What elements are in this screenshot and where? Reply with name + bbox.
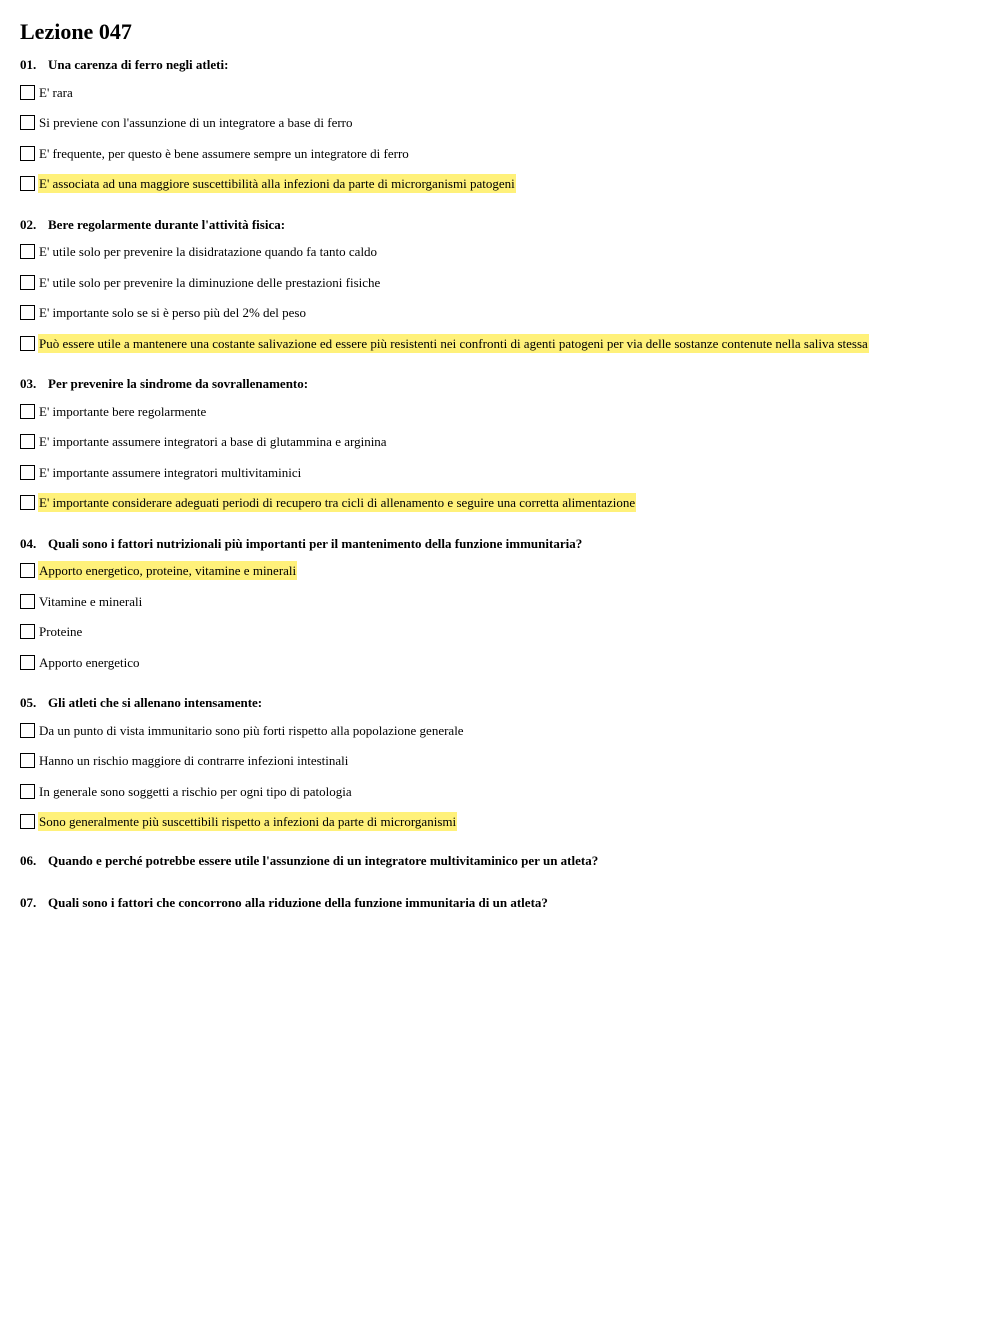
question-02 [20, 216, 980, 354]
answer-option[interactable] [20, 720, 980, 740]
question-label: Bere regolarmente durante l'attività fisica: [48, 216, 286, 232]
option-text: E' importante solo se si è perso più del 2% del peso [39, 305, 306, 320]
option-text: Proteine [39, 624, 83, 639]
question-text [20, 56, 980, 74]
answer-option[interactable] [20, 432, 980, 452]
answer-option[interactable] [20, 751, 980, 771]
option-text: E' importante assumere integratori a base di glutammina e arginina [39, 434, 387, 449]
question-label: Quali sono i fattori che concorrono alla riduzione della funzione immunitaria di un atleta? [48, 894, 548, 910]
question-07 [20, 894, 980, 912]
checkbox-icon[interactable] [20, 275, 35, 290]
question-label: Gli atleti che si allenano intensamente: [48, 695, 263, 710]
question-label: Una carenza di ferro negli atleti: [48, 57, 229, 72]
checkbox-icon[interactable] [20, 115, 35, 130]
option-text: In generale sono soggetti a rischio per ogni tipo di patologia [39, 783, 352, 799]
option-text-highlighted: Sono generalmente più suscettibili rispetto a infezioni da parte di microrganismi [39, 814, 457, 829]
checkbox-icon[interactable] [20, 624, 35, 639]
option-text-highlighted: Apporto energetico, proteine, vitamine e minerali [39, 563, 297, 578]
question-label: Quando e perché potrebbe essere utile l'assunzione di un integratore multivitaminico per un atleta? [48, 852, 599, 868]
question-number: 06. [20, 852, 37, 868]
checkbox-icon[interactable] [20, 146, 35, 161]
answer-option[interactable] [20, 401, 980, 421]
answer-option[interactable] [20, 652, 980, 672]
checkbox-icon[interactable] [20, 753, 35, 768]
question-label: Quali sono i fattori nutrizionali più importanti per il mantenimento della funzione immunitaria? [48, 535, 583, 551]
question-number: 07. [20, 894, 37, 910]
option-text: Apporto energetico [39, 654, 140, 670]
option-text: E' importante bere regolarmente [39, 403, 207, 419]
answer-option[interactable] [20, 333, 980, 353]
answer-option[interactable] [20, 272, 980, 292]
answer-option[interactable] [20, 462, 980, 482]
answer-option[interactable] [20, 591, 980, 611]
question-03 [20, 375, 980, 513]
checkbox-icon[interactable] [20, 176, 35, 191]
checkbox-icon[interactable] [20, 336, 35, 351]
answer-option[interactable] [20, 242, 980, 262]
question-text [20, 535, 980, 553]
question-number: 05. [20, 695, 37, 710]
checkbox-icon[interactable] [20, 495, 35, 510]
question-label: Per prevenire la sindrome da sovrallenamento: [48, 376, 309, 391]
question-04 [20, 535, 980, 673]
answer-option[interactable] [20, 174, 980, 194]
question-06 [20, 852, 980, 870]
question-05 [20, 694, 980, 832]
checkbox-icon[interactable] [20, 814, 35, 829]
lesson-title: Lezione 047 [20, 19, 132, 44]
answer-option[interactable] [20, 143, 980, 163]
checkbox-icon[interactable] [20, 434, 35, 449]
checkbox-icon[interactable] [20, 244, 35, 259]
question-number: 04. [20, 535, 37, 551]
option-text: E' utile solo per prevenire la disidratazione quando fa tanto caldo [39, 244, 378, 259]
checkbox-icon[interactable] [20, 655, 35, 670]
checkbox-icon[interactable] [20, 404, 35, 419]
option-text: E' utile solo per prevenire la diminuzione delle prestazioni fisiche [39, 274, 381, 290]
question-number: 03. [20, 376, 37, 391]
checkbox-icon[interactable] [20, 594, 35, 609]
question-text [20, 216, 980, 234]
checkbox-icon[interactable] [20, 85, 35, 100]
option-text-highlighted: Può essere utile a mantenere una costante salivazione ed essere più resistenti nei confronti di agenti patogeni per via delle sostanze contenute nella saliva stessa [39, 335, 868, 351]
question-01 [20, 56, 980, 194]
option-text: Si previene con l'assunzione di un integratore a base di ferro [39, 115, 353, 130]
checkbox-icon[interactable] [20, 563, 35, 578]
option-text: Hanno un rischio maggiore di contrarre infezioni intestinali [39, 753, 349, 768]
option-text: E' rara [39, 84, 73, 100]
answer-option[interactable] [20, 493, 980, 513]
question-number: 01. [20, 57, 37, 72]
answer-option[interactable] [20, 113, 980, 133]
option-text: E' frequente, per questo è bene assumere sempre un integratore di ferro [39, 145, 409, 161]
question-text [20, 694, 980, 712]
option-text: E' importante assumere integratori multivitaminici [39, 464, 302, 480]
option-text-highlighted: E' importante considerare adeguati periodi di recupero tra cicli di allenamento e seguire una corretta alimentazione [39, 495, 636, 510]
option-text: Vitamine e minerali [39, 593, 143, 609]
checkbox-icon[interactable] [20, 723, 35, 738]
answer-option[interactable] [20, 781, 980, 801]
checkbox-icon[interactable] [20, 784, 35, 799]
checkbox-icon[interactable] [20, 305, 35, 320]
question-number: 02. [20, 216, 37, 232]
checkbox-icon[interactable] [20, 465, 35, 480]
option-text-highlighted: E' associata ad una maggiore suscettibilità alla infezioni da parte di microrganismi patogeni [39, 176, 515, 191]
option-text: Da un punto di vista immunitario sono più forti rispetto alla popolazione generale [39, 722, 464, 738]
answer-option[interactable] [20, 561, 980, 581]
answer-option[interactable] [20, 82, 980, 102]
document-page [20, 18, 980, 920]
answer-option[interactable] [20, 812, 980, 832]
answer-option[interactable] [20, 303, 980, 323]
question-text [20, 375, 980, 393]
answer-option[interactable] [20, 622, 980, 642]
